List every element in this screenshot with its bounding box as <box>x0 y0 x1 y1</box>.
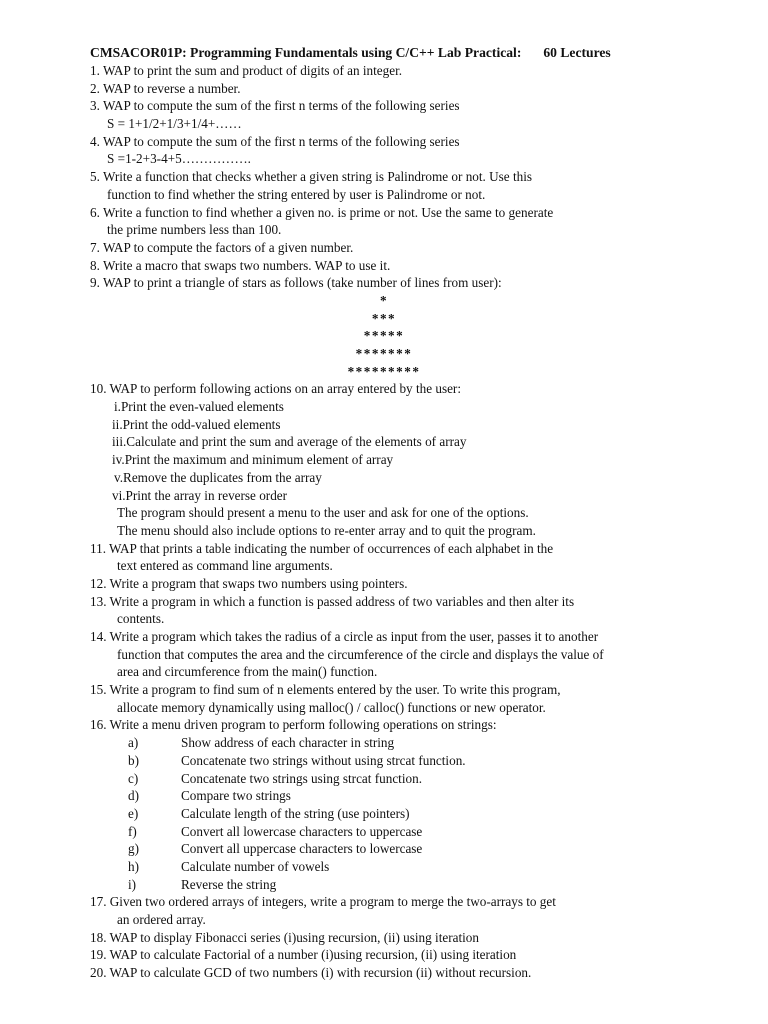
list-item-text: 16. Write a menu driven program to perform following operations on strings: <box>90 717 497 733</box>
list-item-text: 14. Write a program which takes the radius of a circle as input from the user, passes it to another <box>90 629 599 644</box>
list-item <box>0 557 768 575</box>
string-operation-label: f) <box>128 823 137 839</box>
list-item <box>0 522 768 540</box>
list-item <box>0 646 768 664</box>
list-item-text: 2. WAP to reverse a number. <box>90 80 241 96</box>
list-item <box>0 257 768 275</box>
list-item-text: 10. WAP to perform following actions on an array entered by the user: <box>90 381 461 397</box>
list-item-text: iv.Print the maximum and minimum element of array <box>112 452 394 468</box>
string-operation-label: e) <box>128 805 139 821</box>
list-item-text: 18. WAP to display Fibonacci series (i)using recursion, (ii) using iteration <box>90 929 479 945</box>
list-item-text: 20. WAP to calculate GCD of two numbers (i) with recursion (ii) without recursion. <box>90 965 532 981</box>
list-item <box>0 433 768 451</box>
list-item-text: area and circumference from the main() function. <box>117 664 378 680</box>
string-operation-label: g) <box>128 841 139 857</box>
string-operation-text: Concatenate two strings using strcat function. <box>181 770 422 786</box>
list-item <box>0 398 768 416</box>
list-item-text: 1. WAP to print the sum and product of digits of an integer. <box>90 63 403 78</box>
list-item <box>0 380 768 398</box>
string-operation-text: Reverse the string <box>181 876 277 892</box>
list-item <box>0 929 768 947</box>
list-item <box>0 487 768 505</box>
list-item-text: The menu should also include options to re-enter array and to quit the program. <box>117 522 536 538</box>
list-item-text: 12. Write a program that swaps two numbers using pointers. <box>90 575 408 591</box>
list-item <box>0 610 768 628</box>
list-item <box>0 663 768 681</box>
list-item <box>0 504 768 522</box>
list-item-text: vi.Print the array in reverse order <box>112 487 288 503</box>
list-item-text: 7. WAP to compute the factors of a given number. <box>90 239 354 255</box>
list-item <box>0 964 768 982</box>
list-item <box>0 62 768 80</box>
list-item-text: 11. WAP that prints a table indicating the number of occurrences of each alphabet in the <box>90 540 554 556</box>
list-item <box>0 575 768 593</box>
list-item-text: 8. Write a macro that swaps two numbers. WAP to use it. <box>90 257 391 273</box>
list-item-text: the prime numbers less than 100. <box>107 222 282 238</box>
list-item-text: 19. WAP to calculate Factorial of a number (i)using recursion, (ii) using iteration <box>90 947 517 963</box>
string-operation-text: Show address of each character in string <box>181 735 395 751</box>
string-operation-item <box>0 840 768 858</box>
list-item-text: i.Print the even-valued elements <box>114 399 284 415</box>
list-item-text: ii.Print the odd-valued elements <box>112 416 281 432</box>
list-item-text: 15. Write a program to find sum of n elements entered by the user. To write this program, <box>90 682 561 698</box>
list-item <box>0 274 768 292</box>
list-item-text: S = 1+1/2+1/3+1/4+…… <box>107 116 242 132</box>
string-operation-text: Convert all uppercase characters to lowercase <box>181 841 423 857</box>
list-item-text: 6. Write a function to find whether a given no. is prime or not. Use the same to generate <box>90 204 554 220</box>
star-triangle-row: ***** <box>363 328 405 344</box>
list-item-text: 5. Write a function that checks whether a given string is Palindrome or not. Use this <box>90 169 533 185</box>
list-item <box>0 97 768 115</box>
list-item-text: an ordered array. <box>117 912 206 927</box>
list-item <box>0 416 768 434</box>
string-operation-label: i) <box>128 876 137 892</box>
list-item <box>0 133 768 151</box>
list-item-text: iii.Calculate and print the sum and average of the elements of array <box>112 434 467 450</box>
list-item-text: 9. WAP to print a triangle of stars as follows (take number of lines from user): <box>90 275 502 291</box>
lab-program-list <box>0 62 768 982</box>
list-item <box>0 150 768 168</box>
list-item <box>0 628 768 646</box>
string-operation-text: Compare two strings <box>181 788 291 804</box>
string-operation-text: Calculate length of the string (use pointers) <box>181 805 410 821</box>
list-item-text: allocate memory dynamically using malloc() / calloc() functions or new operator. <box>117 699 546 715</box>
string-operation-label: d) <box>128 788 139 804</box>
list-item <box>0 115 768 133</box>
star-triangle-row: ********* <box>347 363 421 379</box>
list-item-text: function that computes the area and the circumference of the circle and displays the value of <box>117 646 604 662</box>
list-item <box>0 469 768 487</box>
string-operation-text: Concatenate two strings without using strcat function. <box>181 752 466 768</box>
heading-title: CMSACOR01P: Programming Fundamentals using C/C++ Lab Practical: <box>90 45 522 60</box>
string-operation-item <box>0 734 768 752</box>
list-item <box>0 681 768 699</box>
string-operation-item <box>0 770 768 788</box>
list-item-text: function to find whether the string entered by user is Palindrome or not. <box>107 186 486 202</box>
list-item <box>0 221 768 239</box>
star-triangle-row: * <box>379 292 389 308</box>
list-item <box>0 80 768 98</box>
list-item <box>0 946 768 964</box>
page-heading <box>90 44 611 62</box>
list-item <box>0 239 768 257</box>
list-item <box>0 911 768 929</box>
list-item <box>0 451 768 469</box>
list-item-text: v.Remove the duplicates from the array <box>114 469 322 485</box>
string-operation-text: Convert all lowercase characters to uppercase <box>181 823 423 839</box>
list-item <box>0 168 768 186</box>
list-item-text: The program should present a menu to the user and ask for one of the options. <box>117 505 529 521</box>
heading-lectures: 60 Lectures <box>543 45 611 60</box>
list-item-text: text entered as command line arguments. <box>117 558 333 574</box>
string-operation-item <box>0 787 768 805</box>
string-operation-item <box>0 858 768 876</box>
list-item <box>0 186 768 204</box>
string-operation-item <box>0 823 768 841</box>
list-item <box>0 593 768 611</box>
string-operation-label: b) <box>128 752 139 768</box>
list-item-text: 3. WAP to compute the sum of the first n terms of the following series <box>90 98 460 114</box>
string-operation-label: c) <box>128 770 139 786</box>
string-operation-label: a) <box>128 735 139 751</box>
list-item <box>0 893 768 911</box>
string-operation-text: Calculate number of vowels <box>181 858 330 874</box>
string-operation-item <box>0 876 768 894</box>
list-item <box>0 204 768 222</box>
list-item-text: 13. Write a program in which a function is passed address of two variables and then alter its <box>90 593 575 609</box>
list-item <box>0 699 768 717</box>
list-item-text: 4. WAP to compute the sum of the first n terms of the following series <box>90 133 460 149</box>
list-item <box>0 540 768 558</box>
string-operation-item <box>0 805 768 823</box>
list-item-text: contents. <box>117 611 165 627</box>
star-triangle-row: ******* <box>355 346 413 361</box>
list-item-text: S =1-2+3-4+5……………. <box>107 151 251 167</box>
list-item-text: 17. Given two ordered arrays of integers, write a program to merge the two-arrays to get <box>90 894 556 910</box>
star-triangle-row: *** <box>371 310 397 326</box>
string-operation-item <box>0 752 768 770</box>
list-item <box>0 716 768 734</box>
string-operation-label: h) <box>128 858 139 874</box>
